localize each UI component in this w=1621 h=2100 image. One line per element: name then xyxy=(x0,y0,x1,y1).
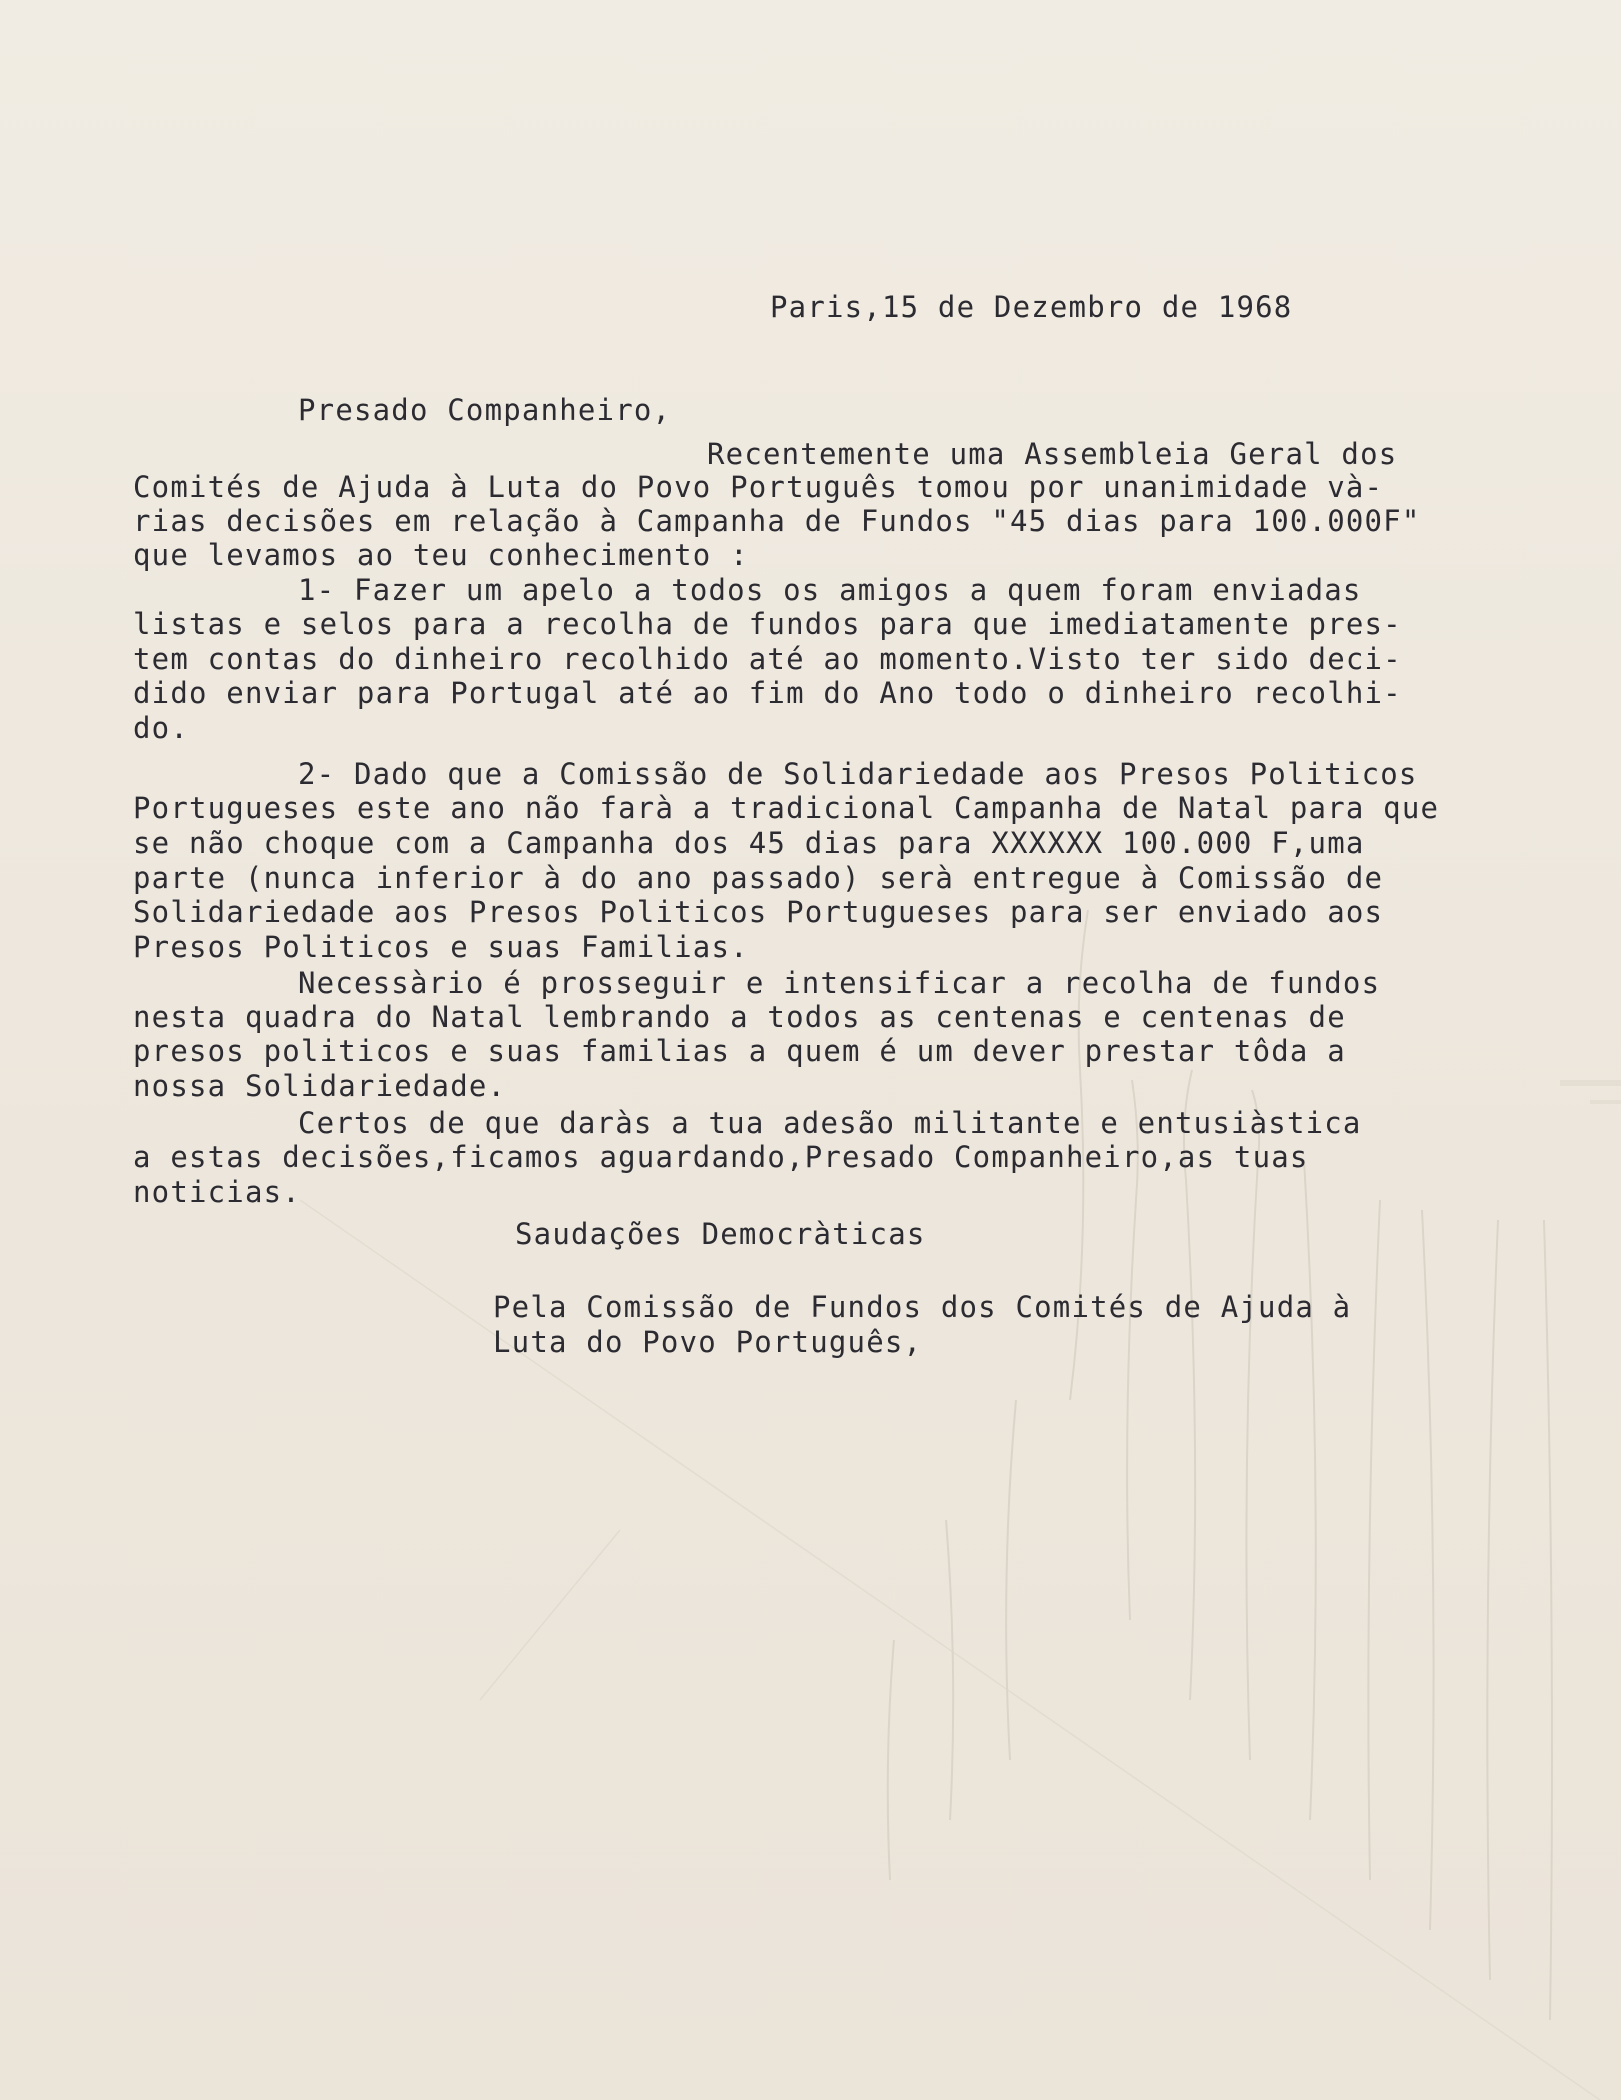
body-line: 1- Fazer um apelo a todos os amigos a quem foram enviadas xyxy=(298,573,1362,607)
body-line: tem contas do dinheiro recolhido até ao momento.Visto ter sido deci- xyxy=(133,642,1402,676)
body-line: 2- Dado que a Comissão de Solidariedade aos Presos Politicos xyxy=(298,757,1418,791)
signature-line: Pela Comissão de Fundos dos Comités de Ajuda à xyxy=(493,1290,1352,1324)
body-line: Presos Politicos e suas Familias. xyxy=(133,930,749,964)
body-line: Comités de Ajuda à Luta do Povo Português tomou por unanimidade và- xyxy=(133,470,1384,504)
body-line: rias decisões em relação à Campanha de Fundos "45 dias para 100.000F" xyxy=(133,504,1421,538)
body-line: nesta quadra do Natal lembrando a todos as centenas e centenas de xyxy=(133,1000,1346,1034)
body-line: Recentemente uma Assembleia Geral dos xyxy=(707,437,1398,471)
body-line: do. xyxy=(133,711,189,745)
body-line: nossa Solidariedade. xyxy=(133,1069,507,1103)
signature-line: Luta do Povo Português, xyxy=(493,1325,923,1359)
body-line: Solidariedade aos Presos Politicos Portugueses para ser enviado aos xyxy=(133,895,1384,929)
body-line: parte (nunca inferior à do ano passado) serà entregue à Comissão de xyxy=(133,861,1384,895)
body-line: Certos de que daràs a tua adesão militante e entusiàstica xyxy=(298,1106,1362,1140)
body-line: que levamos ao teu conhecimento : xyxy=(133,538,749,572)
body-line: a estas decisões,ficamos aguardando,Presado Companheiro,as tuas xyxy=(133,1140,1309,1174)
body-line: noticias. xyxy=(133,1175,301,1209)
letter-closing: Saudações Democràticas xyxy=(515,1217,926,1251)
body-line: Necessàrio é prosseguir e intensificar a recolha de fundos xyxy=(298,966,1381,1000)
body-line: dido enviar para Portugal até ao fim do Ano todo o dinheiro recolhi- xyxy=(133,676,1402,710)
body-line: Portugueses este ano não farà a tradicional Campanha de Natal para que xyxy=(133,791,1440,825)
body-line: se não choque com a Campanha dos 45 dias para XXXXXX 100.000 F,uma xyxy=(133,826,1365,860)
body-line: listas e selos para a recolha de fundos para que imediatamente pres- xyxy=(133,607,1402,641)
letter-date: Paris,15 de Dezembro de 1968 xyxy=(770,290,1293,324)
body-line: presos politicos e suas familias a quem é um dever prestar tôda a xyxy=(133,1034,1346,1068)
letter-greeting: Presado Companheiro, xyxy=(298,393,672,427)
